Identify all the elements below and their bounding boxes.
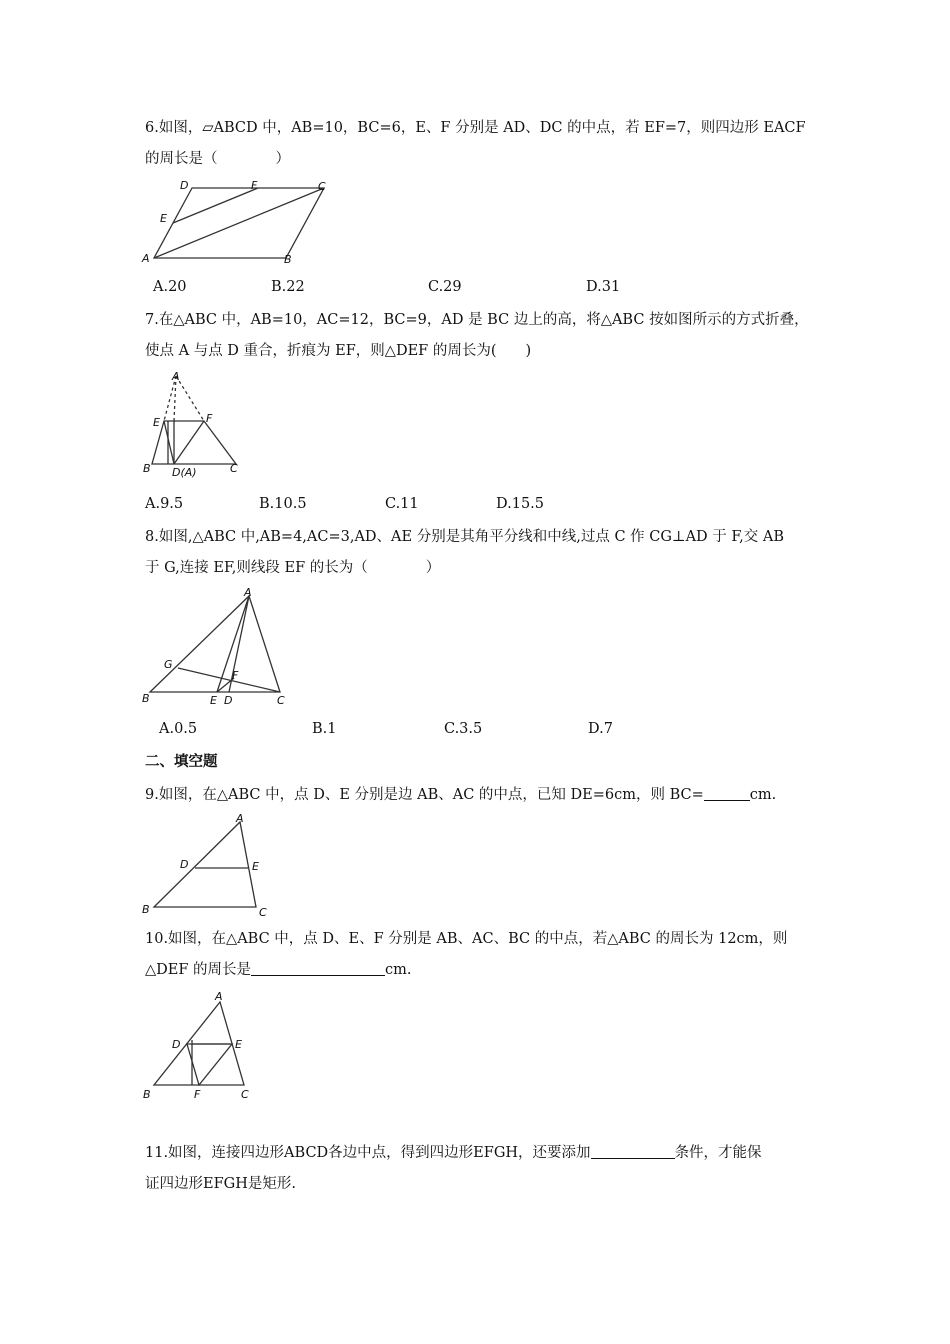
label-b: B [143, 462, 151, 475]
q10-text-line2 [145, 960, 412, 980]
q11-text-line2: 证四边形EFGH是矩形. [145, 1176, 296, 1192]
q6-text-line2: 的周长是（ ） [145, 151, 290, 167]
label-f: F [232, 669, 239, 682]
label-a: A [172, 370, 180, 383]
label-d: D [172, 1038, 181, 1051]
q7-option-a: A.9.5 [145, 496, 184, 512]
q10-answer-blank[interactable] [251, 960, 385, 976]
q8-triangle-figure [140, 586, 300, 711]
label-c: C [259, 906, 267, 919]
q11-answer-blank[interactable] [591, 1143, 675, 1159]
label-d: D [224, 694, 233, 707]
q9-text-after: cm. [749, 787, 777, 803]
segment-ed [164, 421, 174, 464]
segment-cg [178, 668, 280, 692]
q8-option-d: D.7 [588, 721, 613, 737]
label-b: B [284, 253, 292, 266]
label-e: E [252, 860, 259, 873]
label-a: A [142, 252, 150, 265]
q7-text-line2: 使点 A 与点 D 重合，折痕为 EF，则△DEF 的周长为( ) [145, 343, 532, 359]
section-title-fill-in: 二、填空题 [145, 754, 218, 770]
q11-text-line1 [145, 1143, 762, 1163]
label-d: D [180, 179, 189, 192]
segment-ef [173, 188, 258, 223]
triangle-abc [154, 822, 256, 907]
label-a: A [215, 990, 223, 1003]
q8-text-line1: 8.如图,△ABC 中,AB=4,AC=3,AD、AE 分别是其角平分线和中线,过点 C 作 CG⊥AD 于 F,交 AB [145, 529, 785, 545]
q6-option-b: B.22 [271, 279, 305, 295]
label-c: C [318, 180, 326, 193]
label-e: E [235, 1038, 242, 1051]
label-f: F [194, 1088, 201, 1101]
q6-option-a: A.20 [153, 279, 187, 295]
q6-option-d: D.31 [586, 279, 621, 295]
triangle-abc [150, 596, 280, 692]
label-b: B [142, 903, 150, 916]
dashed-af [176, 376, 204, 421]
diagonal-ac [154, 188, 324, 258]
label-e: E [160, 212, 167, 225]
q11-text-before: 11.如图，连接四边形ABCD各边中点，得到四边形EFGH，还要添加 [145, 1145, 591, 1161]
label-d: D [180, 858, 189, 871]
label-a: A [244, 586, 252, 599]
label-g: G [164, 658, 173, 671]
label-e: E [153, 416, 160, 429]
q8-option-b: B.1 [312, 721, 337, 737]
q6-option-c: C.29 [428, 279, 462, 295]
q9-text-before: 9.如图，在△ABC 中，点 D、E 分别是边 AB、AC 的中点，已知 DE=6cm，则 BC= [145, 787, 704, 803]
q8-option-a: A.0.5 [159, 721, 198, 737]
label-b: B [142, 692, 150, 705]
q9-answer-blank[interactable] [704, 785, 750, 801]
label-a: A [236, 812, 244, 825]
q10-triangle-figure [140, 988, 270, 1106]
label-c: C [277, 694, 285, 707]
q7-option-b: B.10.5 [259, 496, 307, 512]
q6-parallelogram-figure [140, 178, 340, 268]
q10-text-line1: 10.如图，在△ABC 中，点 D、E、F 分别是 AB、AC、BC 的中点，若△ABC 的周长为 12cm，则 [145, 931, 788, 947]
q9-text [145, 785, 776, 805]
folded-trapezoid [152, 421, 236, 464]
label-d-a: D(A) [172, 466, 197, 479]
q7-fold-figure [140, 368, 250, 483]
label-c: C [241, 1088, 249, 1101]
q6-text-line1: 6.如图，▱ABCD 中，AB=10，BC=6，E、F 分别是 AD、DC 的中点，若 EF=7，则四边形 EACF [145, 120, 806, 136]
q9-triangle-figure [140, 812, 275, 920]
q7-text-line1: 7.在△ABC 中，AB=10，AC=12，BC=9，AD 是 BC 边上的高，将△ABC 按如图所示的方式折叠， [145, 312, 809, 328]
triangle-def [187, 1044, 232, 1085]
label-f: F [206, 412, 213, 425]
label-b: B [143, 1088, 151, 1101]
segment-fd [174, 421, 204, 464]
q7-option-d: D.15.5 [496, 496, 545, 512]
q11-text-after: 条件，才能保 [674, 1145, 762, 1161]
label-e: E [210, 694, 217, 707]
label-c: C [230, 462, 238, 475]
q7-option-c: C.11 [385, 496, 419, 512]
q8-option-c: C.3.5 [444, 721, 483, 737]
label-f: F [251, 179, 258, 192]
q10-text-after: cm. [385, 962, 412, 978]
q10-text-before: △DEF 的周长是 [145, 962, 252, 978]
q8-text-line2: 于 G,连接 EF,则线段 EF 的长为（ ） [145, 560, 441, 576]
